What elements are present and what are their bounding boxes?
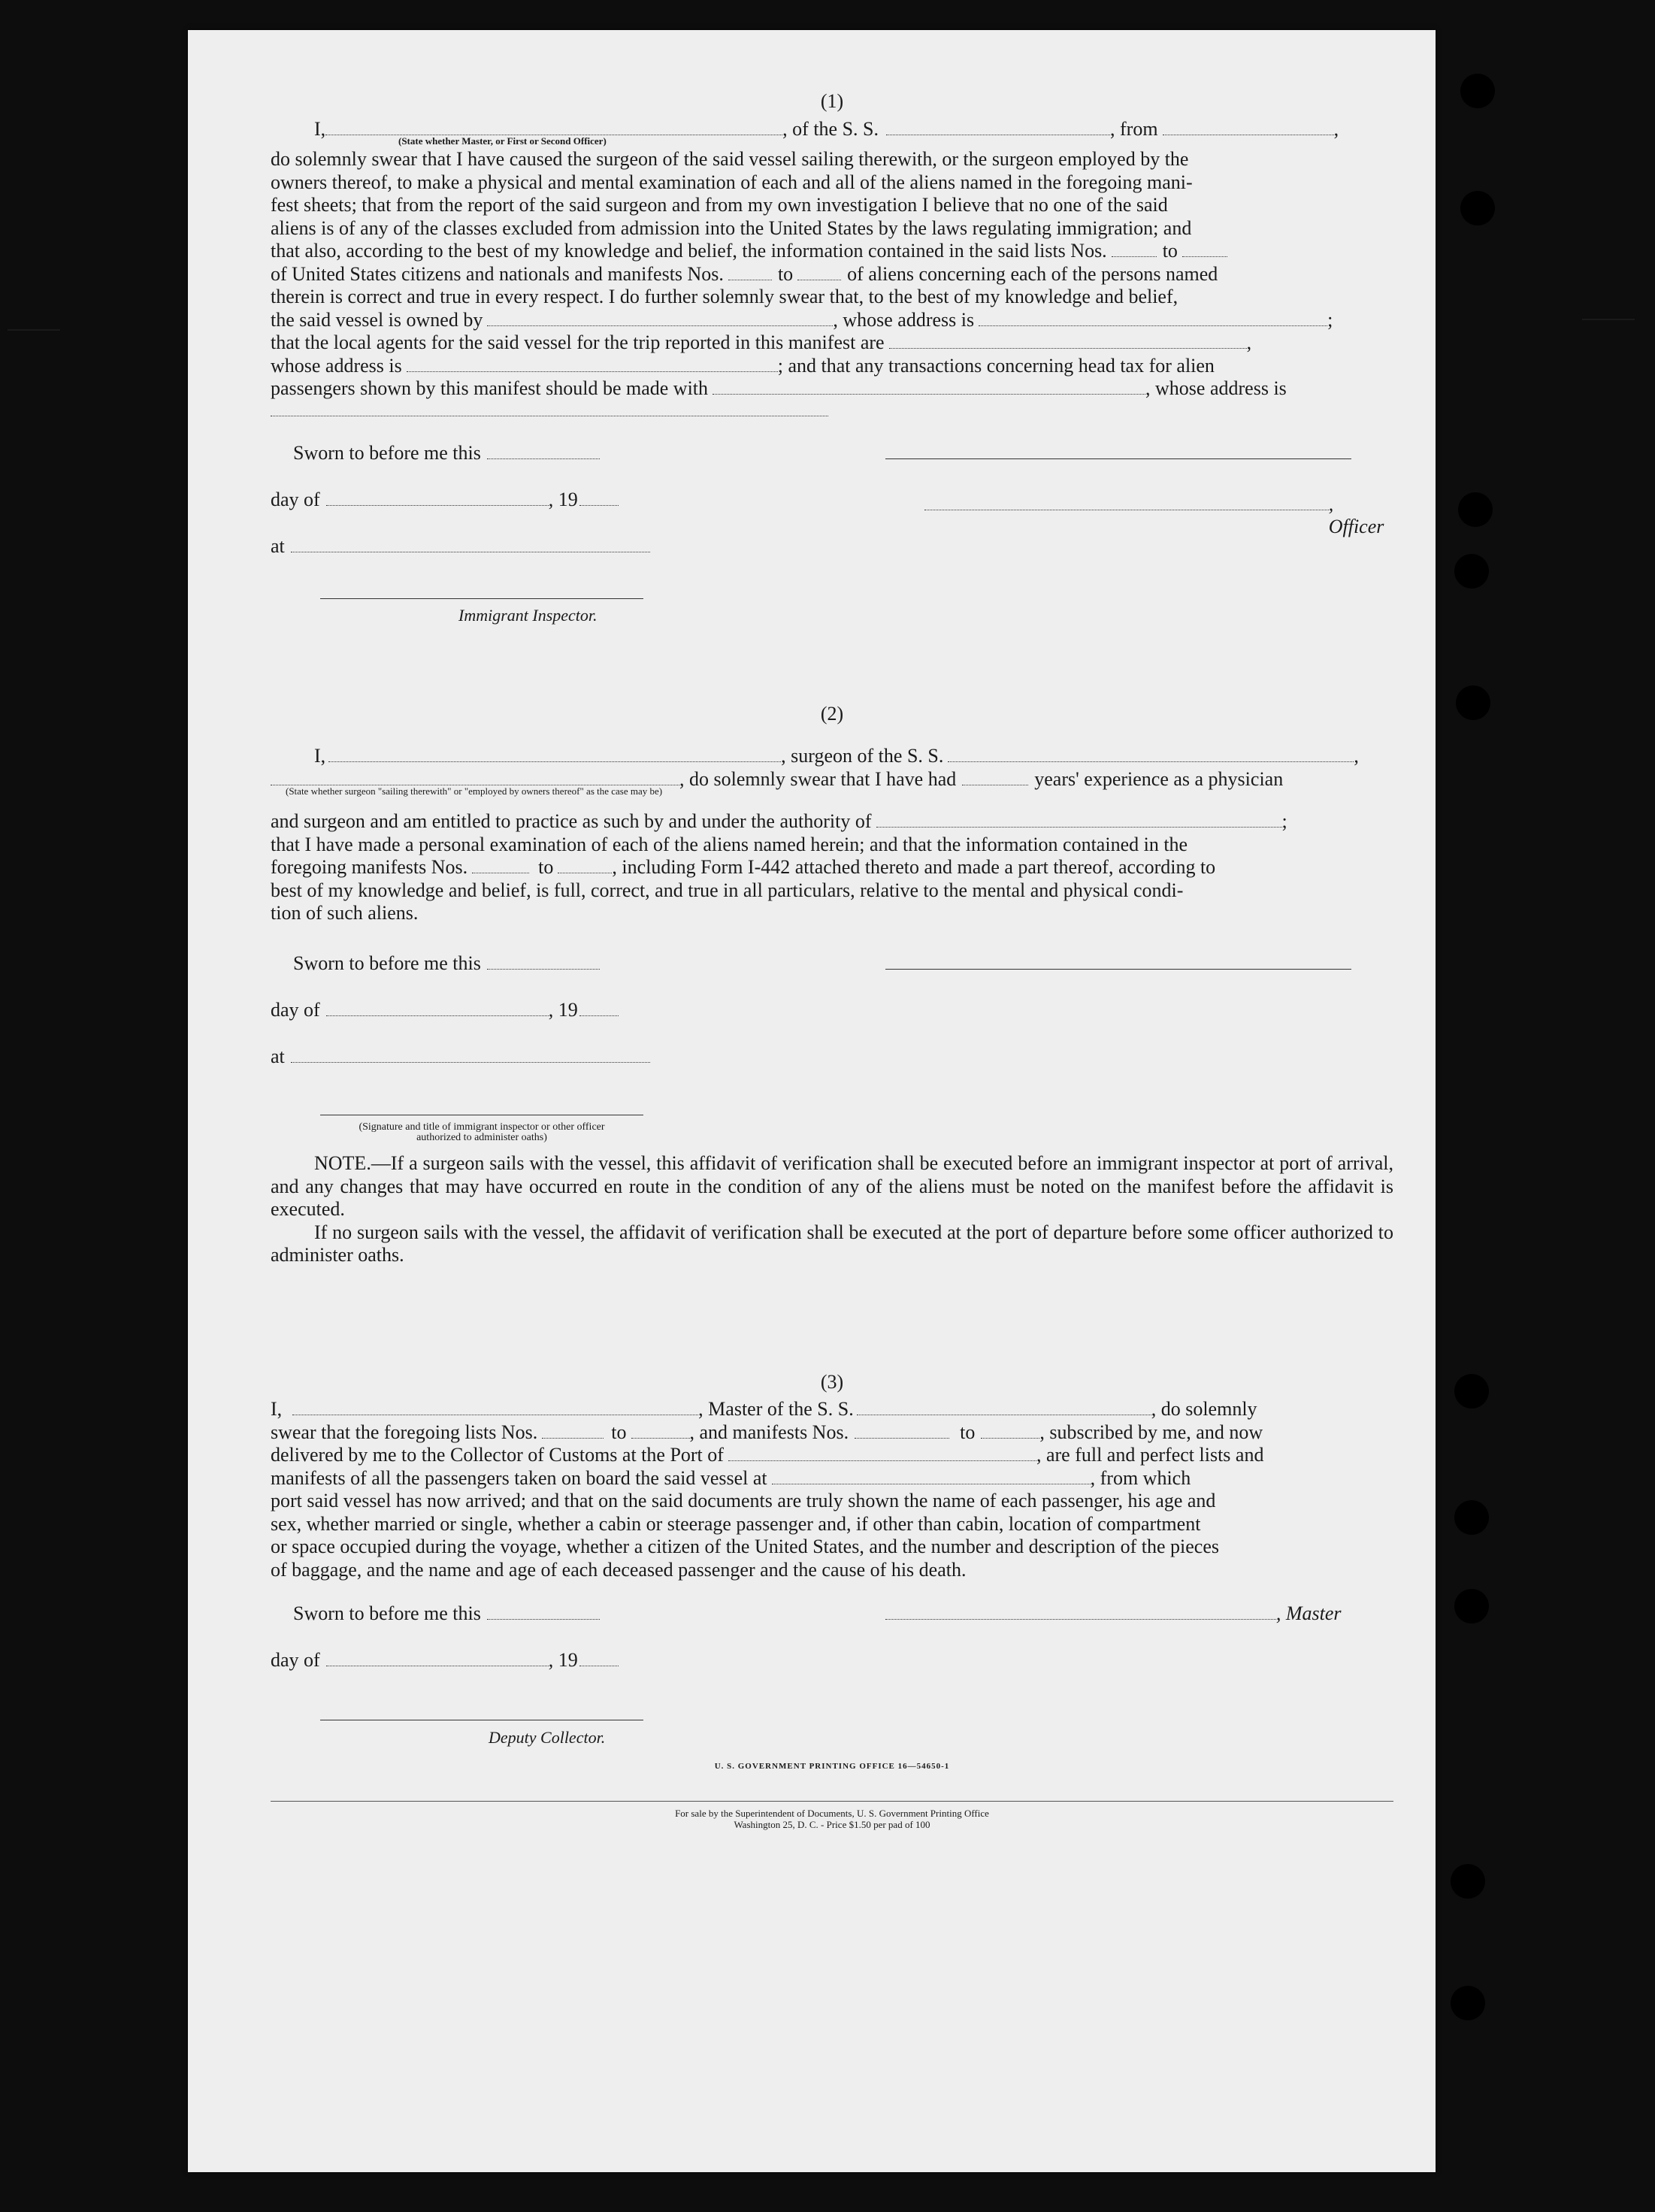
officer-name-field[interactable] [885, 445, 1351, 459]
sworn-row-3: Sworn to before me this , Master [293, 1602, 1342, 1624]
day-month-field[interactable] [326, 492, 549, 506]
day-month-field-3[interactable] [326, 1652, 549, 1666]
surgeon-name-field[interactable] [328, 746, 781, 762]
section-1-i: I, [314, 117, 326, 140]
section-3-body-line: or space occupied during the voyage, whether a citizen of the United States, and the number and description of the pieces [271, 1536, 1220, 1557]
master-name-field-3[interactable] [292, 1400, 698, 1415]
officer-signature-field[interactable] [924, 496, 1329, 510]
manifests-all-line: manifests of all the passengers taken on board the said vessel at , from which [271, 1466, 1191, 1489]
sworn-date-field[interactable] [487, 445, 600, 459]
head-tax-address-field[interactable] [271, 401, 828, 416]
at-place-field[interactable] [291, 538, 650, 552]
signature-note: (Signature and title of immigrant inspector or other officer authorized to administer oaths) [359, 1121, 605, 1143]
passengers-line: passengers shown by this manifest should be made with , whose address is [271, 377, 1287, 399]
section-1-body-line: do solemnly swear that I have caused the surgeon of the said vessel sailing therewith, or the surgeon employed by the [271, 148, 1189, 170]
master-signature-field[interactable] [885, 1605, 1276, 1620]
section-3-body-line: port said vessel has now arrived; and that on the said documents are truly shown the name of each passenger, his age and [271, 1490, 1216, 1511]
lists-from-field-3[interactable] [542, 1423, 604, 1439]
of-ss-label: , of the S. S. [782, 117, 879, 140]
sworn-date-field-3[interactable] [487, 1605, 600, 1620]
punch-hole [1460, 74, 1495, 108]
year-field-2[interactable] [579, 1002, 619, 1016]
punch-hole [1454, 1374, 1489, 1409]
manifests-to-field-3[interactable] [981, 1423, 1039, 1439]
vessel-name-field[interactable] [886, 120, 1110, 135]
local-agents-field[interactable] [889, 333, 1247, 349]
local-agents-line: that the local agents for the said vessel for the trip reported in this manifest are , [271, 331, 1252, 353]
sworn-date-field-2[interactable] [487, 955, 600, 970]
master-name-field[interactable] [325, 120, 782, 135]
at-place-field-2[interactable] [291, 1049, 650, 1063]
punch-hole [1456, 685, 1490, 720]
swear-lists-line: swear that the foregoing lists Nos. to , and manifests Nos. to , subscribed by me, and now [271, 1421, 1263, 1443]
inspector-signature-field[interactable] [320, 585, 643, 599]
year-field[interactable] [579, 492, 619, 506]
sworn-row-2: Sworn to before me this [271, 952, 1393, 999]
manifests-to-field[interactable] [797, 265, 841, 280]
deputy-collector-label: Deputy Collector. [489, 1727, 606, 1747]
scan-mark [1582, 319, 1635, 320]
boarding-port-field[interactable] [772, 1469, 1091, 1484]
manifests-line: of United States citizens and nationals and manifests Nos. to of aliens concerning each of the persons named [271, 262, 1218, 285]
punch-hole [1454, 554, 1489, 589]
section-2-body-line: tion of such aliens. [271, 902, 419, 924]
surgeon-line: I, , surgeon of the S. S. , [314, 745, 1359, 767]
day-row-3: day of , 19 [271, 1649, 1393, 1696]
section-1-body-line: aliens is of any of the classes excluded from admission into the United States by the laws regulating immigration; and [271, 216, 1192, 239]
years-field[interactable] [962, 770, 1028, 785]
agents-address-field[interactable] [407, 356, 778, 372]
form-content: (1) I, , of the S. S. , from , (State whether Master, or First or Second Officer) do solemnly swear that I have caused the surgeon of the said vessel sailing therewith, or the surgeon employed by the owners thereof, to make a physical and mental examination of each and all of the aliens named in the foregoing mani- fest sheets; that from the report of the said surgeon and from my own investigation I believe that no one of the said aliens is of any of the classes excluded from admission into the United States by the laws regulating immigration; and that also, according to the best of my knowledge and belief, the information contained in the said lists Nos. to of United States citizens and nationals and manifests Nos. to of aliens concerning each of the persons named therein is correct and true in every respect. I do further solemnly swear that, to the best of my knowledge and belief, the said vessel is owned by , whose address is ; that the local agents for the said vessel for the trip reported in this manifest are , whose address is ; and that any transactions concerning head tax for alien passengers shown by this manifest should be made with , whose address is Sworn to before me this day of , 19 , Officer at Immigrant Inspector. (2) I, , surgeon of the S. S. , , do solemnly swear that I have had years' experience as a physician (State whether surgeon "sailing therewith" or "employed by owners thereof" as the case may be) and surgeon and am entitled to practice as such by and under the authority of ; that I have made a personal examination of each of the aliens named herein; and that the information contained in the foregoing manifests Nos. to , including Form I-442 attached thereto and made a part thereof, according to best of my knowledge and belief, is full, correct, and true in all particulars, relative to the mental and physical condi- tion of such aliens. Sworn to before me this day of , 19 at (Signature and title of immigrant inspector or other officer authorized to administer oaths) NOTE.—If a surgeon sails with the vessel, this affidavit of verification shall be executed before an immigrant inspector at port of arrival, and any changes that may have occurred en route in the condition of any of the aliens must be noted on the manifest before the affidavit is executed. If no surgeon sails with the vessel, the affidavit of verification shall be executed at the port of departure before some officer authorized to administer oaths. (3) I, , Master of the S. S. , do solemnly swear that the foregoing lists Nos. to , and manifests Nos. to , subscribed by me, and now delivered by me to the Collector of Customs at the Port of , are full and perfect lists and manifests of all the passengers taken on board the said vessel at , from which port said vessel has now arrived; and that on the said documents are truly shown the name of each passenger, his age and sex, whether married or single, whether a cabin or steerage passenger and, if other than cabin, location of compartment or space occupied during the voyage, whether a citizen of the United States, and the number and description of the pieces of baggage, and the name and age of each deceased passenger and the cause of his death. Sworn to before me this , Master day of , 19 Deputy Collector. U. S. GOVERNMENT PRINTING OFFICE 16—54650-1 For sale by the Superintendent of Documents, U. S. Government Printing Office Washington 25, D. C. - Price $1.50 per pad of 100 [271, 90, 1393, 1830]
lists-line: that also, according to the best of my knowledge and belief, the information contained in the said lists Nos. to [271, 240, 1393, 263]
at-row-1: at [271, 535, 1393, 582]
section-1-body-line: therein is correct and true in every respect. I do further solemnly swear that, to the best of my knowledge and belief, [271, 286, 1178, 307]
foregoing-line: foregoing manifests Nos. to , including Form I-442 attached thereto and made a part thereof, according to [271, 856, 1216, 878]
at-row-2: at [271, 1045, 1393, 1092]
manifests-from-field[interactable] [728, 265, 772, 280]
surgeon-vessel-field[interactable] [948, 746, 1354, 762]
authority-field[interactable] [876, 812, 1282, 828]
master-vessel-field[interactable] [857, 1400, 1151, 1415]
section-1-body-line: owners thereof, to make a physical and mental examination of each and all of the aliens named in the foregoing mani- [271, 171, 1193, 193]
punch-hole [1451, 1864, 1485, 1899]
surgeon-note: (State whether surgeon "sailing therewith" or "employed by owners thereof" as the case may be) [286, 785, 663, 797]
section-3-number: (3) [820, 1370, 844, 1393]
section-2-body-line: that I have made a personal examination of each of the aliens named herein; and that the information contained in the [271, 833, 1188, 855]
port-field[interactable] [728, 1445, 1036, 1461]
punch-hole [1454, 1500, 1489, 1535]
manifests-from-field-3[interactable] [855, 1423, 949, 1439]
section-1-first-line: I, , of the S. S. , from , [314, 117, 1339, 140]
section-1-number: (1) [820, 90, 844, 112]
authority-line: and surgeon and am entitled to practice as such by and under the authority of ; [271, 810, 1287, 832]
note-paragraph: NOTE.—If a surgeon sails with the vessel, this affidavit of verification shall be executed before an immigrant inspector at port of arrival, and any changes that may have occurred en route in the condition of any of the aliens must be noted on the manifest before the affidavit is executed. [271, 1152, 1393, 1220]
punch-hole [1451, 1986, 1485, 2020]
section-1-body-line: fest sheets; that from the report of the said surgeon and from my own investigation I believe that no one of the said [271, 194, 1168, 216]
punch-hole [1454, 1589, 1489, 1623]
owner-address-field[interactable] [979, 310, 1327, 326]
day-row-2: day of , 19 [271, 999, 1393, 1045]
day-row-1: day of , 19 [271, 489, 1393, 535]
head-tax-agent-field[interactable] [713, 379, 1145, 395]
from-label: , from [1110, 117, 1158, 140]
section-2-body-line: best of my knowledge and belief, is full, correct, and true in all particulars, relative to the mental and physical condi- [271, 879, 1184, 901]
experience-line: , do solemnly swear that I have had years' experience as a physician [271, 768, 1393, 791]
sworn-row-1: Sworn to before me this [271, 442, 1393, 489]
punch-hole [1460, 191, 1495, 225]
lists-to-field-3[interactable] [631, 1423, 690, 1439]
section-2-number: (2) [820, 702, 844, 725]
master-note: (State whether Master, or First or Second Officer) [398, 135, 607, 147]
owner-field[interactable] [487, 310, 833, 326]
foregoing-to-field[interactable] [558, 858, 612, 873]
section-3-body-line: sex, whether married or single, whether a cabin or steerage passenger and, if other than cabin, location of compartment [271, 1512, 1201, 1535]
note-paragraph-2: If no surgeon sails with the vessel, the affidavit of verification shall be executed at the port of departure before some officer authorized to administer oaths. [271, 1221, 1393, 1266]
footer-line-1: For sale by the Superintendent of Documents, U. S. Government Printing Office [675, 1807, 989, 1819]
lists-to-field[interactable] [1182, 241, 1227, 257]
punch-hole [1458, 492, 1493, 527]
delivered-line: delivered by me to the Collector of Customs at the Port of , are full and perfect lists and [271, 1444, 1264, 1466]
owned-by-line: the said vessel is owned by , whose address is ; [271, 308, 1333, 331]
surgeon-signature-field[interactable] [885, 955, 1351, 970]
footer-line-2: Washington 25, D. C. - Price $1.50 per pad of 100 [734, 1818, 930, 1830]
immigrant-inspector-label: Immigrant Inspector. [458, 606, 598, 625]
officer-signature-field-2[interactable] [320, 1101, 643, 1115]
section-3-body-line: of baggage, and the name and age of each deceased passenger and the cause of his death. [271, 1558, 967, 1581]
note-label: NOTE. [314, 1152, 371, 1174]
day-month-field-2[interactable] [326, 1002, 549, 1016]
collector-signature-field[interactable] [320, 1706, 643, 1720]
master-line: I, , Master of the S. S. , do solemnly [271, 1398, 1257, 1420]
whose-address-line: whose address is ; and that any transactions concerning head tax for alien [271, 354, 1215, 377]
lists-from-field[interactable] [1112, 241, 1157, 257]
scan-mark [8, 329, 60, 331]
surgeon-type-field[interactable] [271, 770, 679, 785]
printing-office-line: U. S. GOVERNMENT PRINTING OFFICE 16—54650-1 [714, 1762, 950, 1771]
year-field-3[interactable] [579, 1652, 619, 1666]
foregoing-from-field[interactable] [472, 858, 529, 873]
from-port-field[interactable] [1163, 120, 1334, 135]
